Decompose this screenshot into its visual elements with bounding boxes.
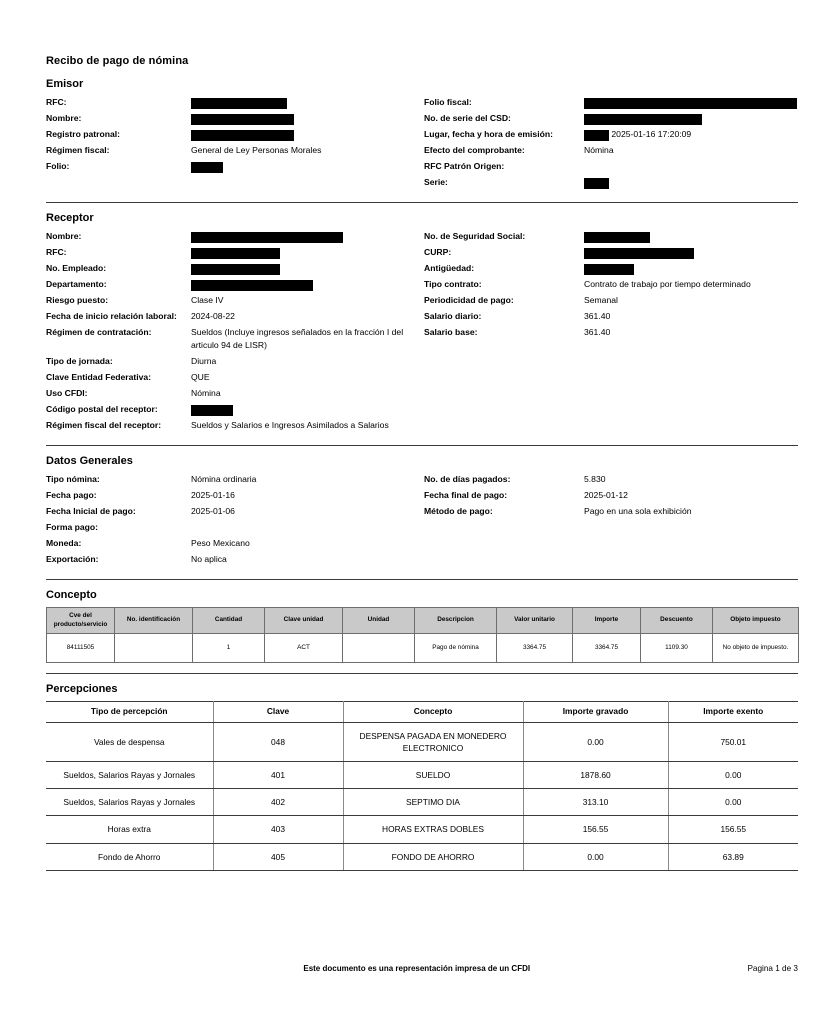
section-divider — [46, 445, 798, 446]
field-row — [424, 278, 798, 291]
field-row — [46, 96, 422, 109]
table-cell: Pago de nómina — [415, 634, 497, 663]
field-row — [46, 403, 422, 416]
field-label: Fecha pago: — [46, 490, 97, 500]
column-header: Descuento — [641, 608, 713, 634]
emisor-section — [46, 96, 798, 192]
column-header: Concepto — [343, 702, 523, 722]
table-cell: 156.55 — [523, 816, 668, 843]
field-value — [584, 112, 798, 125]
column-header: Objeto impuesto — [713, 608, 799, 634]
field-value — [191, 262, 422, 275]
table-header-row — [46, 702, 798, 722]
redacted-value-bar — [191, 264, 280, 275]
table-cell: 402 — [213, 789, 343, 816]
datos-generales-left-column — [46, 473, 422, 569]
table-cell: 405 — [213, 843, 343, 870]
field-label: Tipo de jornada: — [46, 356, 113, 366]
field-value: Nómina ordinaria — [191, 474, 257, 484]
field-row — [424, 112, 798, 125]
table-cell: 0.00 — [668, 789, 798, 816]
redacted-value-bar — [191, 114, 294, 125]
field-label: Nombre: — [46, 113, 82, 123]
field-label: Tipo nómina: — [46, 474, 100, 484]
table-cell: 750.01 — [668, 722, 798, 761]
table-cell: 0.00 — [523, 722, 668, 761]
redacted-value-bar — [584, 248, 694, 259]
field-row — [46, 230, 422, 243]
field-label: Método de pago: — [424, 506, 493, 516]
column-header: Valor unitario — [497, 608, 573, 634]
column-header: Tipo de percepción — [46, 702, 213, 722]
footer-note: Este documento es una representación impresa de un CFDI — [303, 964, 531, 973]
field-row — [46, 355, 422, 368]
field-row — [46, 278, 422, 291]
document-content — [46, 55, 798, 871]
section-divider — [46, 579, 798, 580]
redacted-value-bar — [584, 264, 634, 275]
field-value: QUE — [191, 372, 210, 382]
field-value: 361.40 — [584, 327, 611, 337]
table-row — [46, 843, 798, 870]
field-row — [46, 505, 422, 518]
percepciones-table — [46, 701, 798, 870]
section-title-receptor: Receptor — [46, 212, 94, 224]
field-value — [584, 128, 798, 141]
field-row — [46, 489, 422, 502]
field-row — [424, 128, 798, 141]
table-cell: SEPTIMO DIA — [343, 789, 523, 816]
column-header: Importe gravado — [523, 702, 668, 722]
table-header-row — [47, 608, 799, 634]
receptor-section — [46, 230, 798, 435]
field-label: Régimen de contratación: — [46, 327, 152, 337]
field-label: Código postal del receptor: — [46, 404, 158, 414]
field-label: No. Empleado: — [46, 263, 107, 273]
table-row — [47, 634, 799, 663]
table-cell: 84111505 — [47, 634, 115, 663]
table-cell: 3364.75 — [573, 634, 641, 663]
field-row — [424, 489, 798, 502]
field-row — [46, 246, 422, 259]
table-cell: FONDO DE AHORRO — [343, 843, 523, 870]
redacted-value-bar — [191, 98, 287, 109]
table-cell: No objeto de impuesto. — [713, 634, 799, 663]
field-row — [424, 144, 798, 157]
table-cell: 1109.30 — [641, 634, 713, 663]
section-title-percepciones: Percepciones — [46, 683, 118, 696]
field-label: No. de días pagados: — [424, 474, 511, 484]
table-cell: 403 — [213, 816, 343, 843]
field-label: Moneda: — [46, 538, 82, 548]
field-value: Sueldos (Incluye ingresos señalados en la fracción I del articulo 94 de LISR) — [191, 327, 404, 350]
emisor-right-column — [422, 96, 798, 192]
field-row — [46, 294, 422, 307]
field-label: Régimen fiscal del receptor: — [46, 420, 162, 430]
field-label: Exportación: — [46, 554, 99, 564]
table-cell: Sueldos, Salarios Rayas y Jornales — [46, 762, 213, 789]
section-title-concepto: Concepto — [46, 589, 97, 601]
field-label: Periodicidad de pago: — [424, 295, 514, 305]
field-row — [424, 160, 798, 173]
table-cell: 0.00 — [668, 762, 798, 789]
field-value — [584, 230, 798, 243]
field-value — [584, 176, 798, 189]
field-value: Contrato de trabajo por tiempo determinado — [584, 279, 751, 289]
field-value — [584, 262, 798, 275]
table-cell: 3364.75 — [497, 634, 573, 663]
table-row — [46, 722, 798, 761]
field-value-text: 2025-01-16 17:20:09 — [609, 129, 692, 139]
redacted-value-bar — [191, 248, 280, 259]
field-label: Fecha Inicial de pago: — [46, 506, 136, 516]
field-row — [424, 294, 798, 307]
table-cell: Fondo de Ahorro — [46, 843, 213, 870]
field-label: RFC: — [46, 247, 67, 257]
table-cell: 63.89 — [668, 843, 798, 870]
column-header: Clave unidad — [265, 608, 343, 634]
table-cell: 1878.60 — [523, 762, 668, 789]
section-divider — [46, 202, 798, 203]
table-cell: 156.55 — [668, 816, 798, 843]
field-row — [46, 553, 422, 566]
concepto-table — [46, 607, 799, 663]
field-label: RFC: — [46, 97, 67, 107]
table-row — [46, 762, 798, 789]
field-value: 2025-01-12 — [584, 490, 628, 500]
column-header: Importe exento — [668, 702, 798, 722]
section-title-datos-generales: Datos Generales — [46, 455, 133, 467]
redacted-value-bar — [584, 232, 650, 243]
field-row — [424, 505, 798, 518]
field-row — [46, 112, 422, 125]
table-cell: 313.10 — [523, 789, 668, 816]
field-value — [191, 96, 422, 109]
field-label: No. de serie del CSD: — [424, 113, 511, 123]
field-value — [584, 96, 798, 109]
field-row — [46, 326, 422, 352]
redacted-value-bar — [191, 280, 313, 291]
field-row — [46, 387, 422, 400]
field-value — [191, 160, 422, 173]
redacted-value-bar — [584, 130, 609, 141]
table-cell: Vales de despensa — [46, 722, 213, 761]
field-row — [424, 230, 798, 243]
field-row — [46, 419, 422, 432]
field-value: Pago en una sola exhibición — [584, 506, 692, 516]
field-label: Salario diario: — [424, 311, 482, 321]
field-row — [46, 521, 422, 534]
field-value: 5.830 — [584, 474, 606, 484]
column-header: Cantidad — [193, 608, 265, 634]
table-cell — [343, 634, 415, 663]
field-label: Folio fiscal: — [424, 97, 472, 107]
field-label: Tipo contrato: — [424, 279, 482, 289]
table-cell — [115, 634, 193, 663]
datos-generales-section — [46, 473, 798, 569]
section-title-emisor: Emisor — [46, 78, 84, 90]
receptor-right-column — [422, 230, 798, 435]
field-label: Serie: — [424, 177, 448, 187]
field-value: Peso Mexicano — [191, 538, 250, 548]
field-value — [191, 278, 422, 291]
field-value: Nómina — [584, 145, 614, 155]
field-row — [46, 537, 422, 550]
field-value — [191, 246, 422, 259]
field-value — [191, 403, 422, 416]
field-value: Diurna — [191, 356, 217, 366]
field-value: Clase IV — [191, 295, 224, 305]
column-header: Unidad — [343, 608, 415, 634]
field-value: General de Ley Personas Morales — [191, 145, 322, 155]
redacted-value-bar — [191, 130, 294, 141]
field-label: Nombre: — [46, 231, 82, 241]
table-cell: 0.00 — [523, 843, 668, 870]
field-label: Fecha de inicio relación laboral: — [46, 311, 177, 321]
table-cell: DESPENSA PAGADA EN MONEDERO ELECTRONICO — [343, 722, 523, 761]
table-cell: ACT — [265, 634, 343, 663]
page-title: Recibo de pago de nómina — [46, 55, 189, 67]
field-value: 361.40 — [584, 311, 611, 321]
field-row — [424, 96, 798, 109]
footer-page-number: Pagina 1 de 3 — [747, 964, 798, 973]
field-label: Efecto del comprobante: — [424, 145, 525, 155]
field-value — [584, 246, 798, 259]
table-cell: 401 — [213, 762, 343, 789]
field-row — [424, 326, 798, 339]
field-label: Uso CFDI: — [46, 388, 88, 398]
field-value: 2025-01-06 — [191, 506, 235, 516]
field-label: No. de Seguridad Social: — [424, 231, 526, 241]
field-value: Semanal — [584, 295, 618, 305]
field-value: Sueldos y Salarios e Ingresos Asimilados a Salarios — [191, 420, 389, 430]
column-header: No. identificación — [115, 608, 193, 634]
field-label: Fecha final de pago: — [424, 490, 508, 500]
emisor-left-column — [46, 96, 422, 192]
redacted-value-bar — [584, 178, 609, 189]
field-row — [424, 262, 798, 275]
column-header: Clave — [213, 702, 343, 722]
redacted-value-bar — [584, 114, 702, 125]
field-label: Régimen fiscal: — [46, 145, 110, 155]
field-label: Salario base: — [424, 327, 478, 337]
table-cell: HORAS EXTRAS DOBLES — [343, 816, 523, 843]
field-label: Clave Entidad Federativa: — [46, 372, 152, 382]
field-value: Nómina — [191, 388, 221, 398]
field-value — [191, 112, 422, 125]
field-label: Riesgo puesto: — [46, 295, 109, 305]
column-header: Descripcion — [415, 608, 497, 634]
redacted-value-bar — [191, 232, 343, 243]
table-row — [46, 816, 798, 843]
field-label: Forma pago: — [46, 522, 99, 532]
field-label: CURP: — [424, 247, 452, 257]
field-row — [424, 473, 798, 486]
column-header: Cve del producto/servicio — [47, 608, 115, 634]
field-row — [424, 176, 798, 189]
column-header: Importe — [573, 608, 641, 634]
field-label: Departamento: — [46, 279, 107, 289]
field-row — [424, 310, 798, 323]
field-row — [46, 160, 422, 173]
field-value: 2025-01-16 — [191, 490, 235, 500]
field-row — [46, 310, 422, 323]
field-row — [46, 262, 422, 275]
redacted-value-bar — [584, 98, 797, 109]
page-footer — [46, 964, 798, 973]
field-value: No aplica — [191, 554, 227, 564]
field-row — [46, 128, 422, 141]
table-cell: SUELDO — [343, 762, 523, 789]
table-cell: 048 — [213, 722, 343, 761]
field-value: 2024-08-22 — [191, 311, 235, 321]
receptor-left-column — [46, 230, 422, 435]
redacted-value-bar — [191, 405, 233, 416]
field-label: Antigüedad: — [424, 263, 475, 273]
redacted-value-bar — [191, 162, 223, 173]
table-cell: Horas extra — [46, 816, 213, 843]
table-cell: 1 — [193, 634, 265, 663]
field-label: RFC Patrón Origen: — [424, 161, 505, 171]
field-row — [46, 144, 422, 157]
field-value — [191, 230, 422, 243]
table-cell: Sueldos, Salarios Rayas y Jornales — [46, 789, 213, 816]
section-divider — [46, 673, 798, 674]
field-label: Folio: — [46, 161, 70, 171]
field-label: Lugar, fecha y hora de emisión: — [424, 129, 553, 139]
table-row — [46, 789, 798, 816]
field-row — [46, 473, 422, 486]
field-value — [191, 128, 422, 141]
field-label: Registro patronal: — [46, 129, 121, 139]
datos-generales-right-column — [422, 473, 798, 569]
field-row — [46, 371, 422, 384]
field-row — [424, 246, 798, 259]
